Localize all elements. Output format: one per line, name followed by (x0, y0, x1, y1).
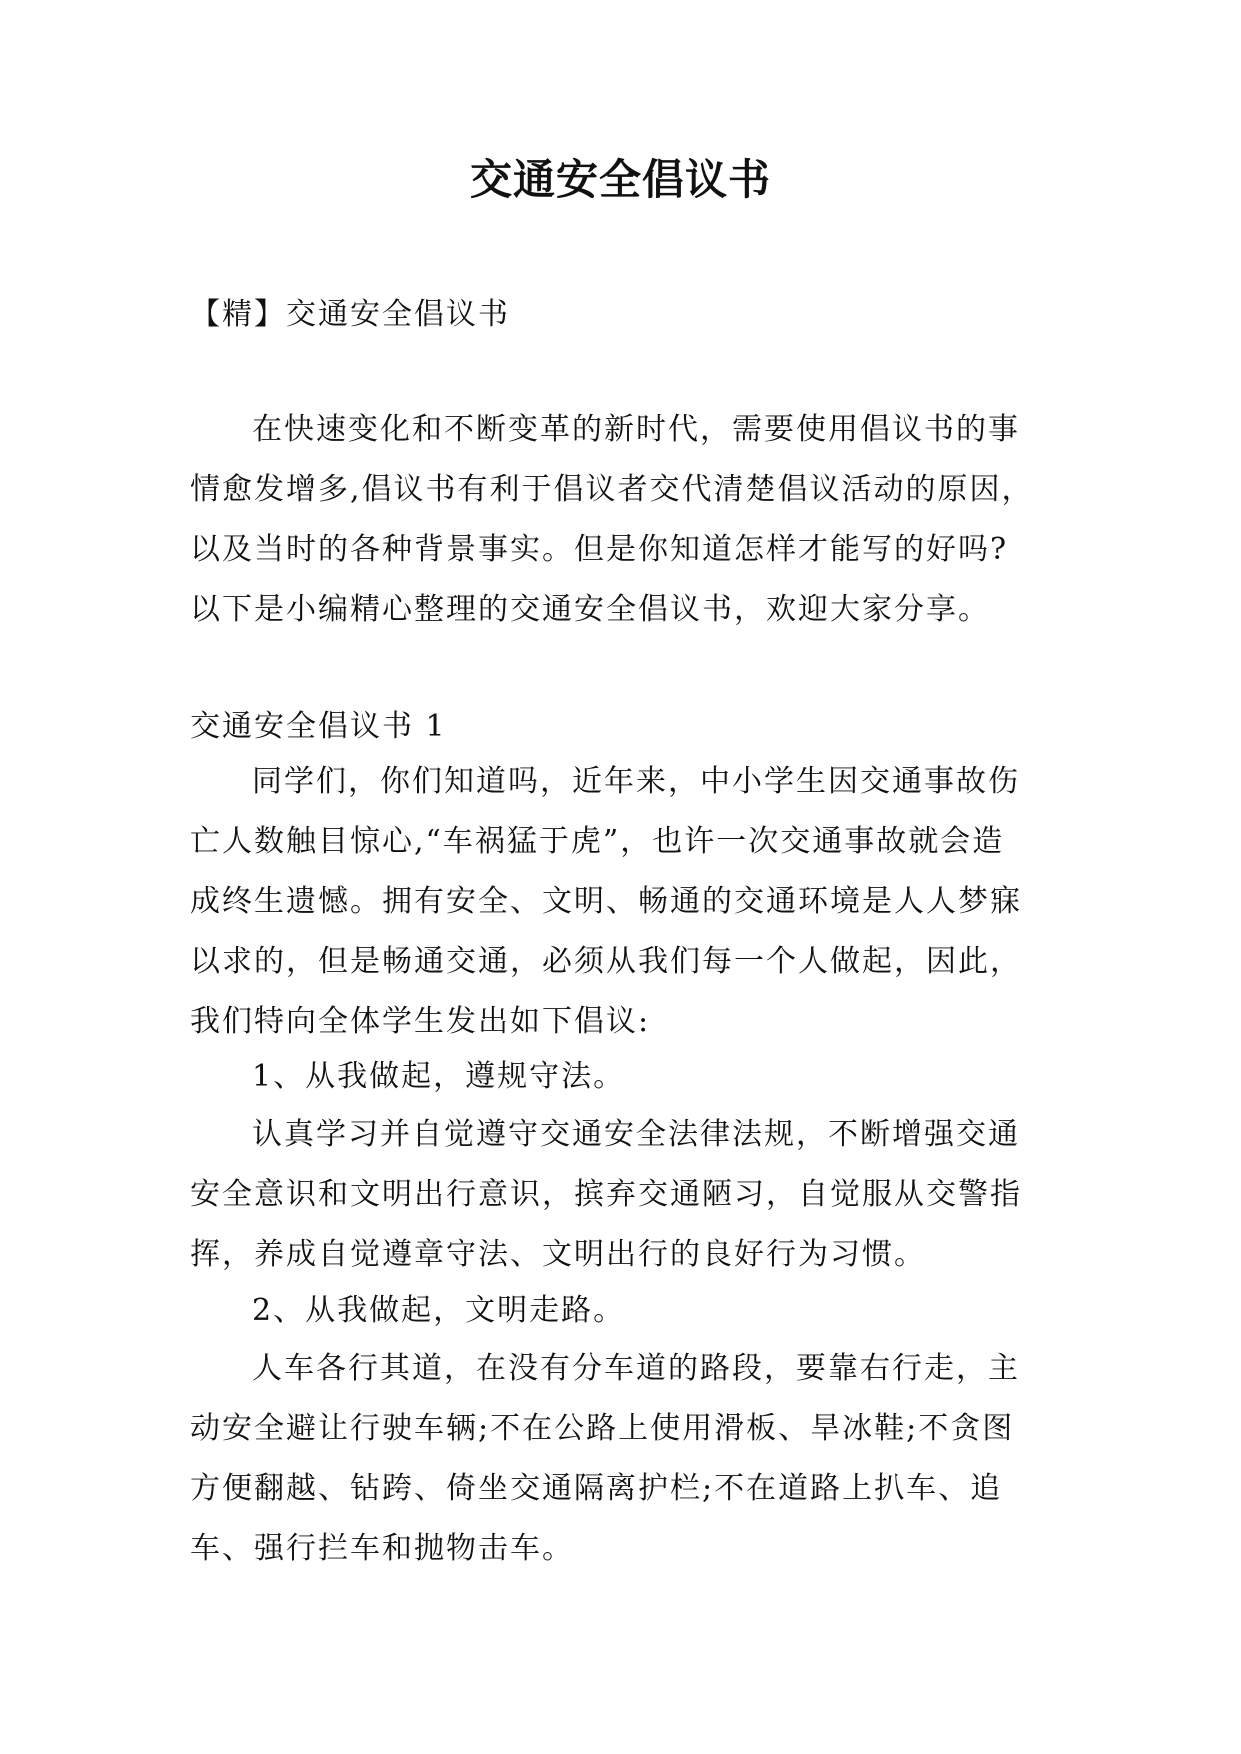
list-item-2: 2、从我做起，文明走路。 (252, 1293, 626, 1328)
paragraph-line: 人车各行其道，在没有分车道的路段，要靠右行走，主 (252, 1351, 1020, 1386)
paragraph-line: 挥，养成自觉遵章守法、文明出行的良好行为习惯。 (190, 1237, 926, 1272)
paragraph-line: 车、强行拦车和抛物击车。 (190, 1531, 574, 1566)
paragraph-line: 认真学习并自觉遵守交通安全法律法规，不断增强交通 (252, 1117, 1020, 1152)
paragraph-line: 成终生遗憾。拥有安全、文明、畅通的交通环境是人人梦寐 (190, 884, 1022, 919)
intro-paragraph (190, 400, 1070, 640)
intro-line: 以下是小编精心整理的交通安全倡议书，欢迎大家分享。 (190, 592, 990, 627)
paragraph-line: 同学们，你们知道吗，近年来，中小学生因交通事故伤 (252, 764, 1020, 799)
intro-line: 以及当时的各种背景事实。但是你知道怎样才能写的好吗? (190, 532, 1009, 567)
document-subtitle: 【精】交通安全倡议书 (190, 297, 510, 332)
paragraph-line: 我们特向全体学生发出如下倡议: (190, 1004, 651, 1039)
paragraph-1 (190, 752, 1070, 1052)
paragraph-line: 安全意识和文明出行意识，摈弃交通陋习，自觉服从交警指 (190, 1177, 1022, 1212)
intro-line: 在快速变化和不断变革的新时代，需要使用倡议书的事 (252, 412, 1020, 447)
paragraph-line: 以求的，但是畅通交通，必须从我们每一个人做起，因此， (190, 944, 1022, 979)
paragraph-3 (190, 1339, 1070, 1579)
list-item-1: 1、从我做起，遵规守法。 (252, 1059, 626, 1094)
paragraph-line: 亡人数触目惊心,“车祸猛于虎”，也许一次交通事故就会造 (190, 824, 1005, 859)
document-title: 交通安全倡议书 (469, 155, 771, 204)
intro-line: 情愈发增多,倡议书有利于倡议者交代清楚倡议活动的原因， (190, 472, 1034, 507)
section-heading: 交通安全倡议书 1 (190, 709, 447, 744)
paragraph-line: 方便翻越、钻跨、倚坐交通隔离护栏;不在道路上扒车、追 (190, 1471, 1003, 1506)
paragraph-2 (190, 1105, 1070, 1285)
paragraph-line: 动安全避让行驶车辆;不在公路上使用滑板、旱冰鞋;不贪图 (190, 1411, 1015, 1446)
